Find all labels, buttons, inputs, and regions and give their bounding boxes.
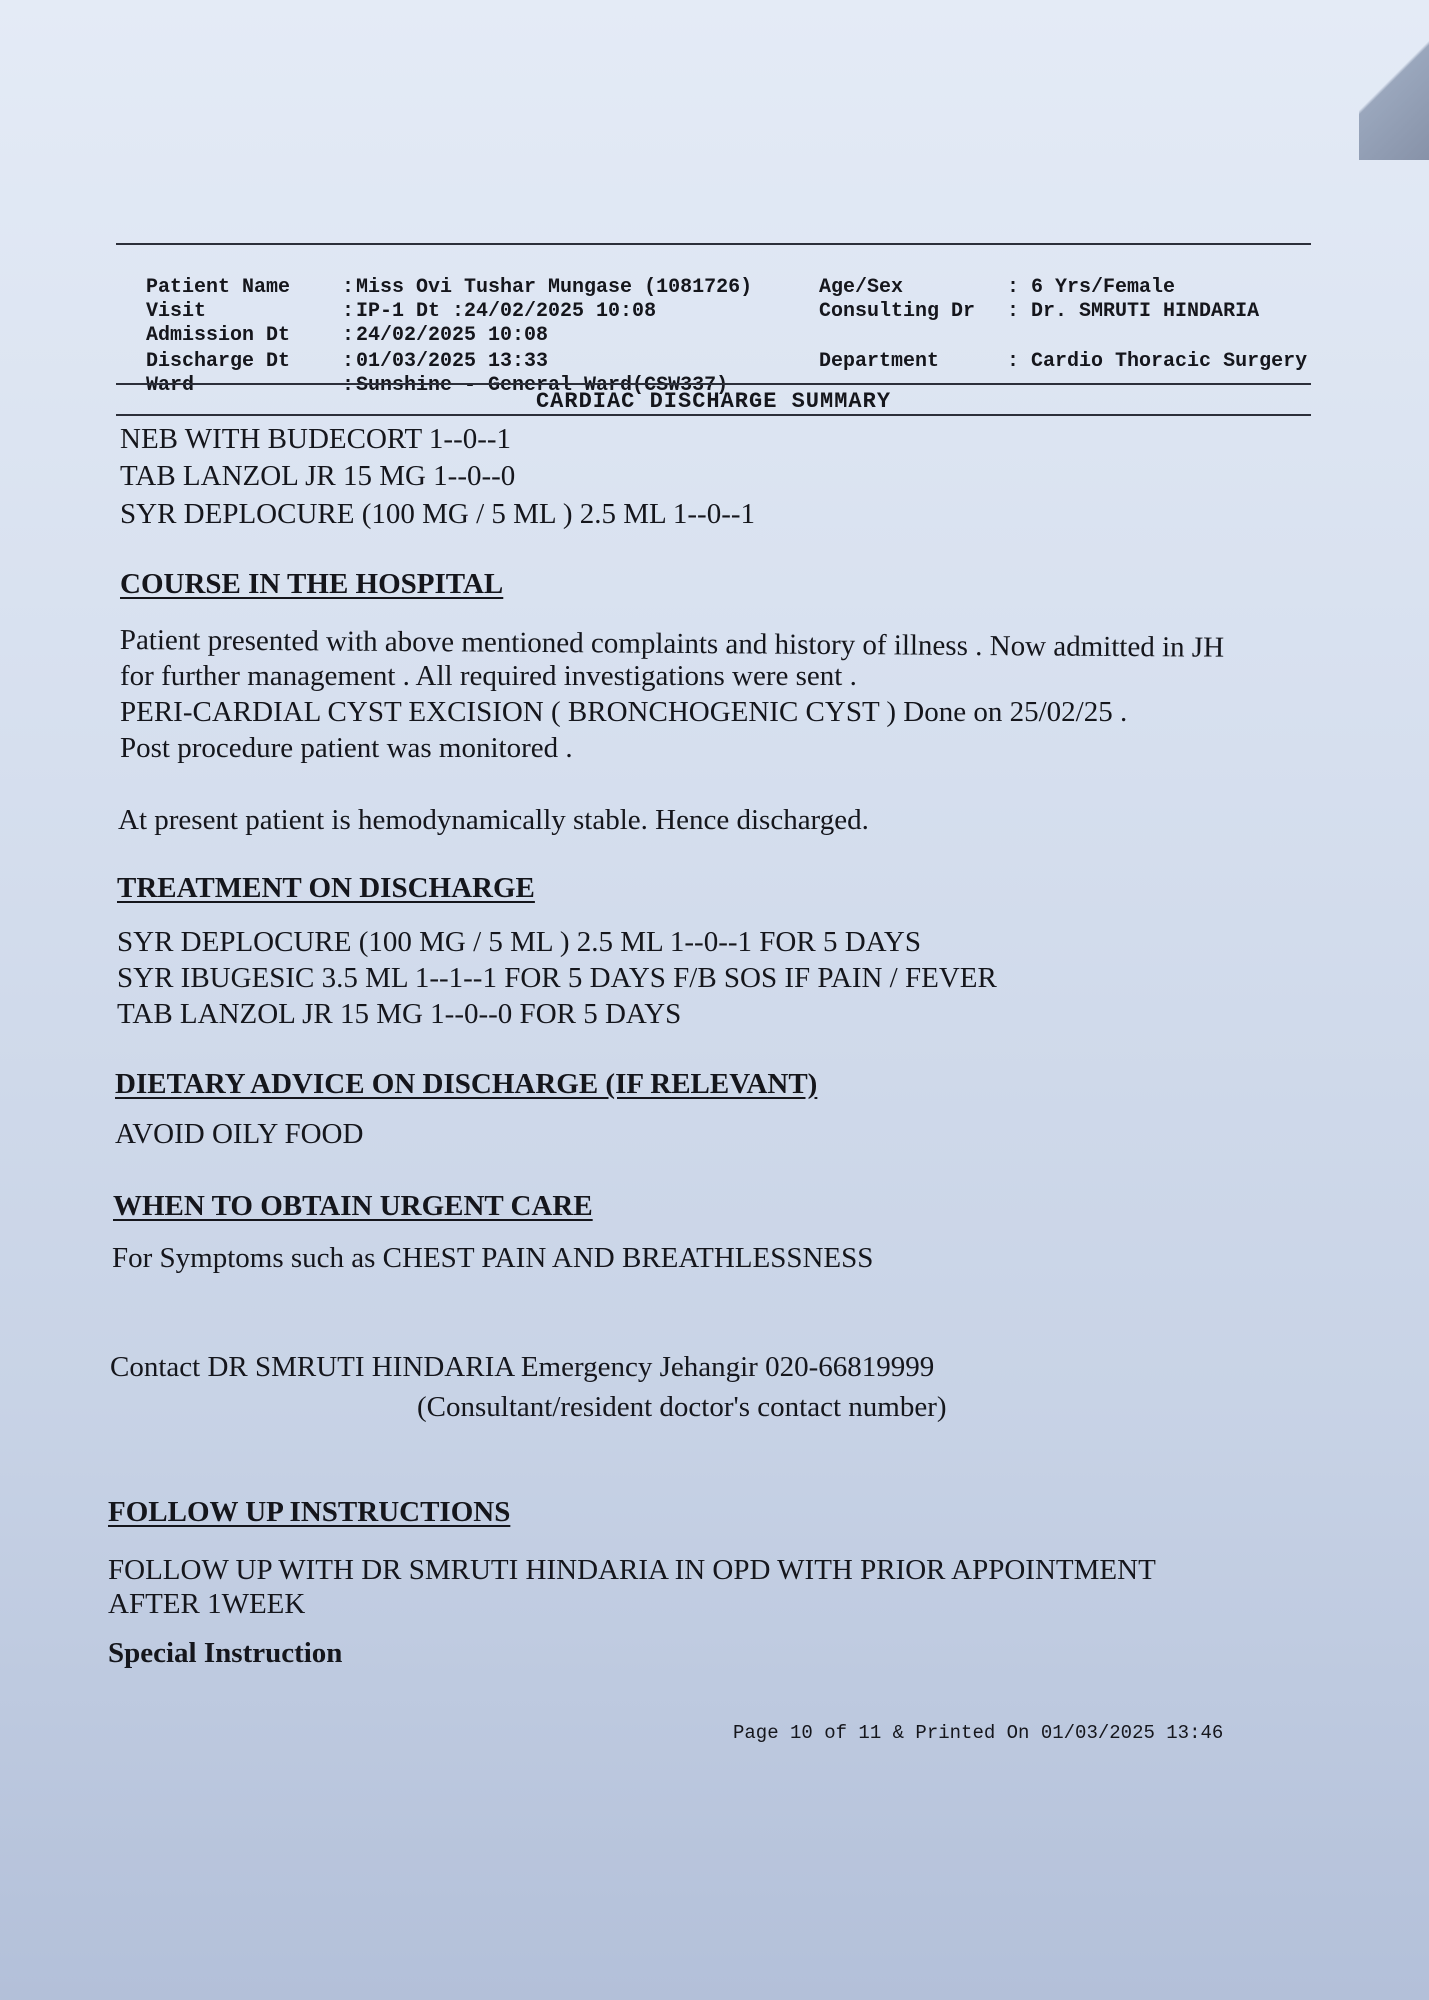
treatment-line: SYR IBUGESIC 3.5 ML 1--1--1 FOR 5 DAYS F/B SOS IF PAIN / FEVER xyxy=(117,962,997,994)
title-top-rule xyxy=(116,383,1311,385)
admission-row: Admission Dt :24/02/2025 10:08 xyxy=(146,324,549,347)
ward-label: Ward xyxy=(146,374,195,397)
discharge-value: 01/03/2025 13:33 xyxy=(356,350,549,373)
page-corner-shadow xyxy=(1359,0,1429,160)
course-line: Post procedure patient was monitored . xyxy=(120,732,573,764)
document-title: CARDIAC DISCHARGE SUMMARY xyxy=(535,389,892,414)
department-value: Cardio Thoracic Surgery xyxy=(1031,350,1308,373)
followup-heading: FOLLOW UP INSTRUCTIONS xyxy=(108,1496,511,1528)
visit-label: Visit xyxy=(146,300,207,323)
ward-value: Sunshine - General Ward(CSW337) xyxy=(356,374,729,397)
stable-statement: At present patient is hemodynamically stable. Hence discharged. xyxy=(118,804,869,836)
med-line: SYR DEPLOCURE (100 MG / 5 ML ) 2.5 ML 1--0--1 xyxy=(120,498,756,530)
department-label: Department xyxy=(819,350,940,373)
emergency-contact: Contact DR SMRUTI HINDARIA Emergency Jehangir 020-66819999 xyxy=(110,1351,935,1383)
treatment-heading: TREATMENT ON DISCHARGE xyxy=(117,872,535,904)
followup-line: FOLLOW UP WITH DR SMRUTI HINDARIA IN OPD WITH PRIOR APPOINTMENT xyxy=(108,1554,1156,1586)
ward-row: Ward :Sunshine - General Ward(CSW337) xyxy=(146,374,729,397)
patient-name-label: Patient Name xyxy=(146,276,291,299)
title-bottom-rule xyxy=(116,414,1311,416)
diet-heading: DIETARY ADVICE ON DISCHARGE (IF RELEVANT) xyxy=(115,1068,818,1100)
age-sex-row: Age/Sex : 6 Yrs/Female xyxy=(819,276,1176,299)
department-row: Department : Cardio Thoracic Surgery xyxy=(819,350,1308,373)
consulting-row: Consulting Dr : Dr. SMRUTI HINDARIA xyxy=(819,300,1260,323)
patient-name-value: Miss Ovi Tushar Mungase (1081726) xyxy=(356,276,753,299)
course-line: PERI-CARDIAL CYST EXCISION ( BRONCHOGENIC CYST ) Done on 25/02/25 . xyxy=(120,696,1128,728)
admission-value: 24/02/2025 10:08 xyxy=(356,324,549,347)
visit-value: IP-1 Dt :24/02/2025 10:08 xyxy=(356,300,657,323)
age-sex-value: 6 Yrs/Female xyxy=(1031,276,1176,299)
followup-line: AFTER 1WEEK xyxy=(108,1588,306,1620)
consulting-value: Dr. SMRUTI HINDARIA xyxy=(1031,300,1260,323)
med-line: NEB WITH BUDECORT 1--0--1 xyxy=(120,423,512,455)
urgent-heading: WHEN TO OBTAIN URGENT CARE xyxy=(113,1190,593,1222)
course-line: Patient presented with above mentioned complaints and history of illness . Now admitted in JH xyxy=(119,623,1225,664)
visit-row: Visit :IP-1 Dt :24/02/2025 10:08 xyxy=(146,300,657,323)
header-top-rule xyxy=(116,243,1311,245)
discharge-label: Discharge Dt xyxy=(146,350,291,373)
course-line: for further management . All required investigations were sent . xyxy=(120,660,857,692)
patient-name-row: Patient Name :Miss Ovi Tushar Mungase (1081726) xyxy=(146,276,753,299)
diet-text: AVOID OILY FOOD xyxy=(115,1118,364,1150)
consulting-label: Consulting Dr xyxy=(819,300,976,323)
age-sex-label: Age/Sex xyxy=(819,276,904,299)
course-heading: COURSE IN THE HOSPITAL xyxy=(120,568,504,600)
treatment-line: TAB LANZOL JR 15 MG 1--0--0 FOR 5 DAYS xyxy=(117,998,682,1030)
page-footer: Page 10 of 11 & Printed On 01/03/2025 13:46 xyxy=(733,1722,1224,1744)
urgent-text: For Symptoms such as CHEST PAIN AND BREATHLESSNESS xyxy=(112,1242,874,1274)
admission-label: Admission Dt xyxy=(146,324,291,347)
special-instruction-label: Special Instruction xyxy=(108,1637,343,1669)
contact-note: (Consultant/resident doctor's contact number) xyxy=(417,1391,947,1423)
discharge-row: Discharge Dt :01/03/2025 13:33 xyxy=(146,350,549,373)
med-line: TAB LANZOL JR 15 MG 1--0--0 xyxy=(120,460,516,492)
treatment-line: SYR DEPLOCURE (100 MG / 5 ML ) 2.5 ML 1--0--1 FOR 5 DAYS xyxy=(117,926,921,958)
